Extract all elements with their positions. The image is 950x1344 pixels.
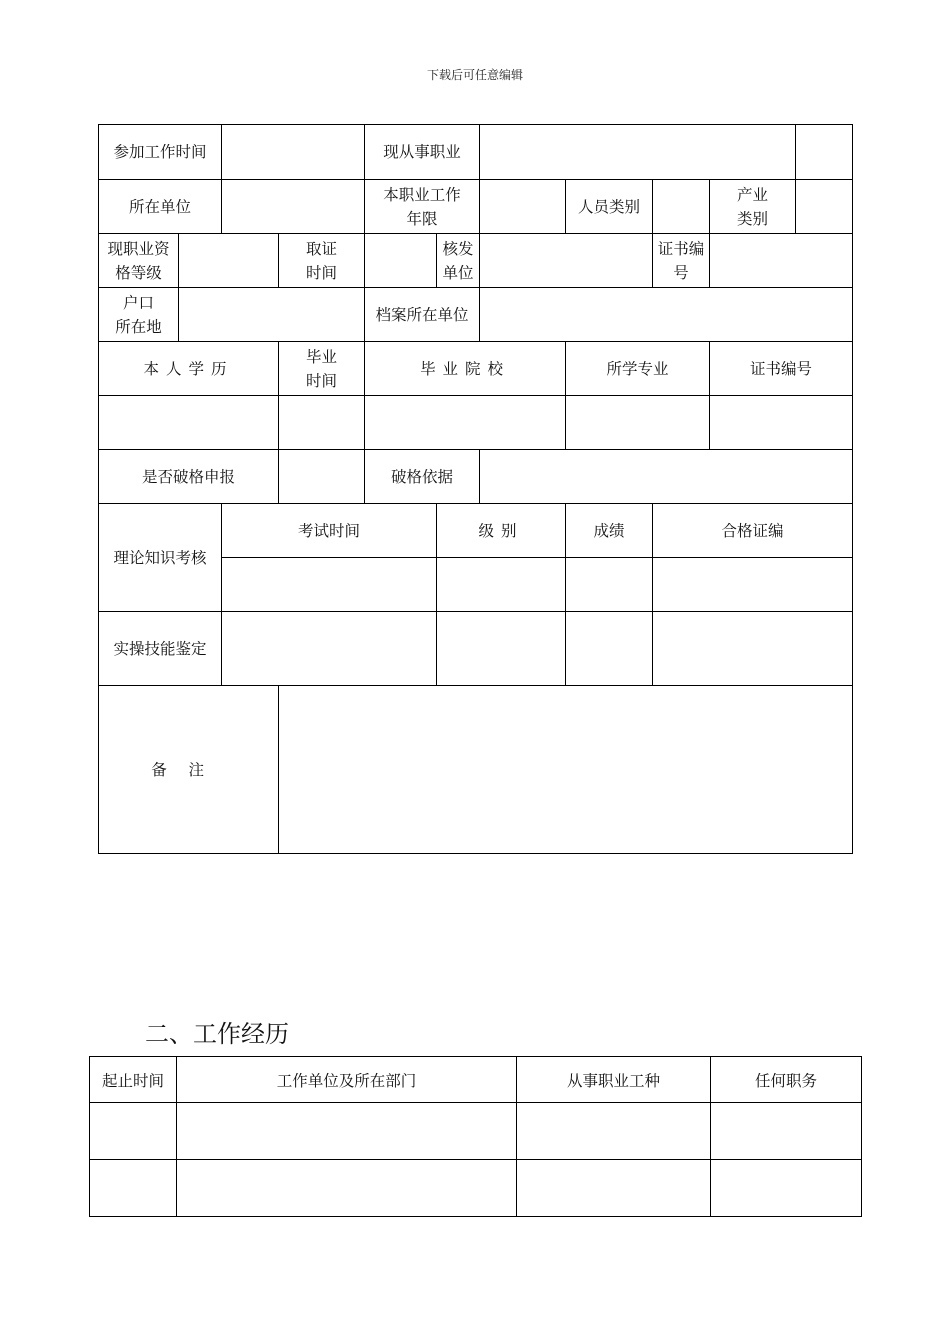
- field-blank[interactable]: [796, 125, 853, 180]
- field-theory-pass-cert[interactable]: [653, 558, 853, 612]
- field-employer-department[interactable]: [177, 1160, 517, 1217]
- label-hukou: [99, 288, 179, 342]
- label-major: 所学专业: [566, 342, 710, 396]
- field-occupation-type[interactable]: [517, 1103, 711, 1160]
- label-qualification-level: [99, 234, 179, 288]
- label-line: 户口: [122, 293, 154, 312]
- label-level: 级别: [437, 504, 566, 558]
- label-graduate-school: 毕业院校: [365, 342, 566, 396]
- field-practical-exam-time[interactable]: [222, 612, 437, 686]
- label-line: 核发: [442, 239, 474, 258]
- field-major[interactable]: [566, 396, 710, 450]
- field-industry-category[interactable]: [796, 180, 853, 234]
- work-history-table: [89, 1056, 862, 1217]
- label-occupation-years: [365, 180, 480, 234]
- label-education: 本人学历: [99, 342, 279, 396]
- label-edu-cert-number: 证书编号: [710, 342, 853, 396]
- label-line: 类别: [737, 209, 769, 228]
- application-form-table: [98, 124, 853, 854]
- field-theory-exam-time[interactable]: [222, 558, 437, 612]
- field-issuing-unit[interactable]: [480, 234, 653, 288]
- label-line: 单位: [442, 263, 474, 282]
- label-line: 时间: [306, 263, 338, 282]
- label-pass-cert: 合格证编: [653, 504, 853, 558]
- label-exceptional-application: 是否破格申报: [99, 450, 279, 504]
- field-practical-score[interactable]: [566, 612, 653, 686]
- field-position[interactable]: [711, 1160, 862, 1217]
- field-qualification-level[interactable]: [179, 234, 279, 288]
- label-personnel-category: 人员类别: [566, 180, 653, 234]
- label-score: 成绩: [566, 504, 653, 558]
- field-occupation-type[interactable]: [517, 1160, 711, 1217]
- column-header: 工作单位及所在部门: [177, 1057, 517, 1103]
- label-line: 取证: [306, 239, 338, 258]
- field-employer-department[interactable]: [177, 1103, 517, 1160]
- field-workplace[interactable]: [222, 180, 365, 234]
- header-note: 下载后可任意编辑: [426, 68, 523, 82]
- table-row: [90, 1160, 862, 1217]
- label-grad-time: [279, 342, 365, 396]
- table-row: [90, 1103, 862, 1160]
- label-join-work-time: 参加工作时间: [99, 125, 222, 180]
- field-education[interactable]: [99, 396, 279, 450]
- label-remarks: 备注: [99, 686, 279, 854]
- field-personnel-category[interactable]: [653, 180, 710, 234]
- label-line: 所在地: [115, 317, 162, 336]
- label-workplace: 所在单位: [99, 180, 222, 234]
- label-practical-assessment: 实操技能鉴定: [99, 612, 222, 686]
- column-header: 起止时间: [90, 1057, 177, 1103]
- field-exceptional-basis[interactable]: [480, 450, 853, 504]
- label-exceptional-basis: 破格依据: [365, 450, 480, 504]
- field-cert-number[interactable]: [710, 234, 853, 288]
- column-header: 从事职业工种: [517, 1057, 711, 1103]
- field-cert-time[interactable]: [365, 234, 437, 288]
- field-period[interactable]: [90, 1160, 177, 1217]
- field-hukou[interactable]: [179, 288, 365, 342]
- field-archive-unit[interactable]: [480, 288, 853, 342]
- label-issuing-unit: [437, 234, 480, 288]
- field-exceptional-application[interactable]: [279, 450, 365, 504]
- field-theory-level[interactable]: [437, 558, 566, 612]
- field-occupation-years[interactable]: [480, 180, 566, 234]
- label-line: 毕业: [306, 347, 338, 366]
- field-graduate-school[interactable]: [365, 396, 566, 450]
- field-edu-cert-number[interactable]: [710, 396, 853, 450]
- section-title-work-history: 二、工作经历: [145, 1020, 289, 1048]
- field-join-work-time[interactable]: [222, 125, 365, 180]
- field-practical-pass-cert[interactable]: [653, 612, 853, 686]
- column-header: 任何职务: [711, 1057, 862, 1103]
- field-remarks[interactable]: [279, 686, 853, 854]
- field-theory-score[interactable]: [566, 558, 653, 612]
- label-line: 本职业工作: [383, 185, 461, 204]
- field-position[interactable]: [711, 1103, 862, 1160]
- field-current-occupation[interactable]: [480, 125, 796, 180]
- label-theory-assessment: 理论知识考核: [99, 504, 222, 612]
- label-cert-number: 证书编号: [653, 234, 710, 288]
- field-grad-time[interactable]: [279, 396, 365, 450]
- label-line: 时间: [306, 371, 338, 390]
- label-line: 格等级: [115, 263, 162, 282]
- field-practical-level[interactable]: [437, 612, 566, 686]
- label-current-occupation: 现从事职业: [365, 125, 480, 180]
- label-industry-category: [710, 180, 796, 234]
- field-period[interactable]: [90, 1103, 177, 1160]
- label-archive-unit: 档案所在单位: [365, 288, 480, 342]
- label-line: 年限: [406, 209, 438, 228]
- label-line: 现职业资: [107, 239, 170, 258]
- label-line: 产业: [737, 185, 769, 204]
- label-cert-time: [279, 234, 365, 288]
- label-exam-time: 考试时间: [222, 504, 437, 558]
